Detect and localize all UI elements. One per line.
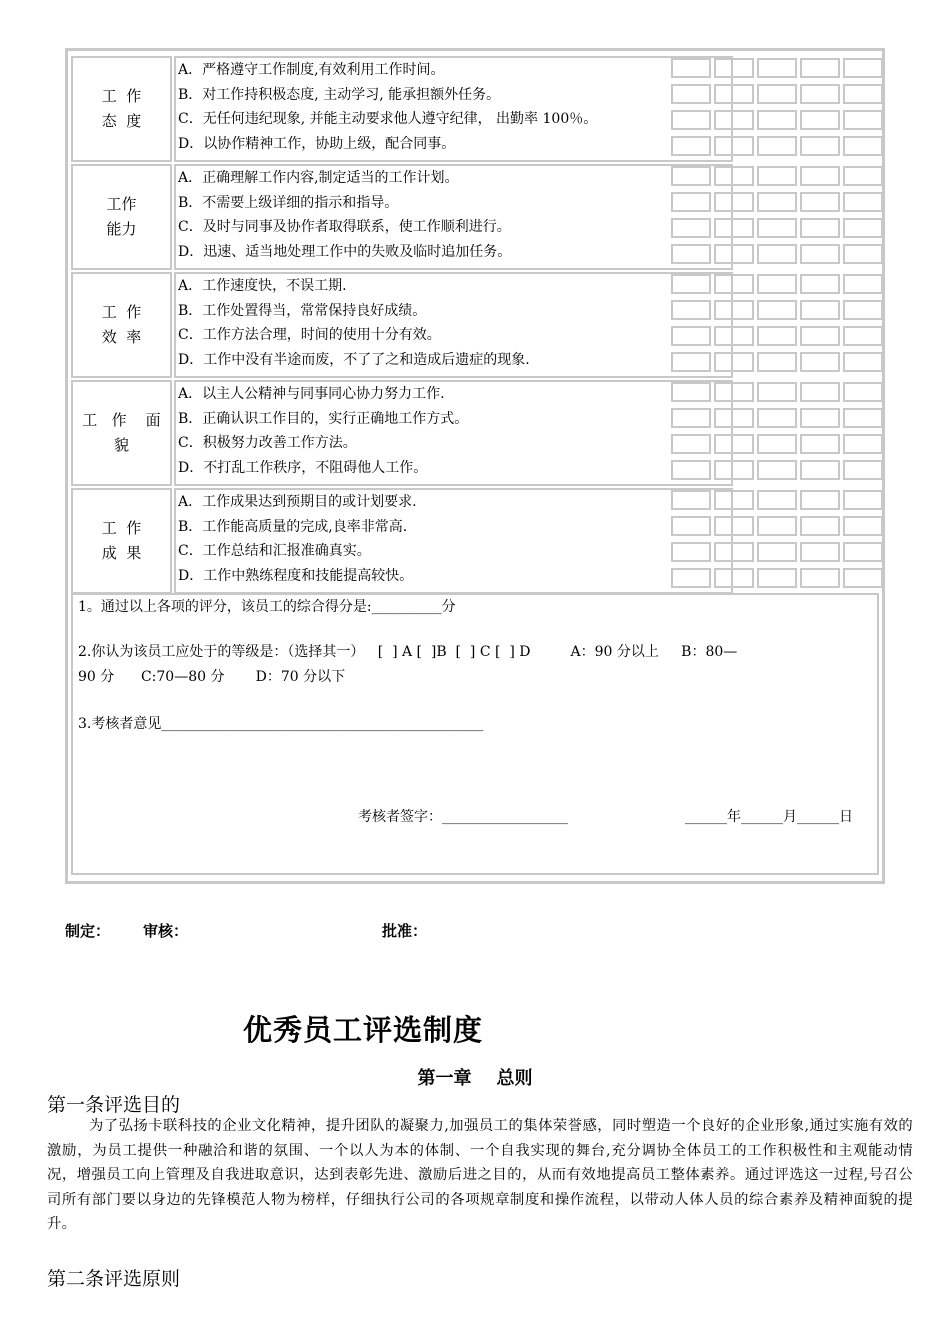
score-input-cell[interactable]: [800, 218, 840, 238]
article-2-heading: 第二条评选原则: [47, 1268, 181, 1290]
formulate-label: 制定：: [65, 922, 111, 940]
score-input-cell[interactable]: [757, 408, 797, 428]
score-input-cell[interactable]: [714, 166, 754, 186]
score-input-cell[interactable]: [671, 84, 711, 104]
score-input-cell[interactable]: [671, 218, 711, 238]
criterion-text: B．工作处置得当，常常保持良好成绩。: [178, 302, 427, 319]
score-input-cell[interactable]: [843, 434, 883, 454]
score-input-cell[interactable]: [671, 408, 711, 428]
score-input-cell[interactable]: [757, 382, 797, 402]
score-input-cell[interactable]: [800, 84, 840, 104]
score-input-cell[interactable]: [714, 274, 754, 294]
score-input-cell[interactable]: [714, 460, 754, 480]
score-input-cell[interactable]: [843, 542, 883, 562]
score-input-cell[interactable]: [843, 244, 883, 264]
criteria-cell: [174, 56, 733, 162]
score-input-cell[interactable]: [671, 516, 711, 536]
score-input-cell[interactable]: [800, 136, 840, 156]
overall-score-question: 1。通过以上各项的评分，该员工的综合得分是:__________分: [78, 599, 456, 615]
score-input-cell[interactable]: [671, 166, 711, 186]
score-input-cell[interactable]: [757, 58, 797, 78]
criterion-text: A．工作成果达到预期目的或计划要求.: [178, 494, 417, 510]
score-input-cell[interactable]: [714, 58, 754, 78]
score-input-cell[interactable]: [843, 84, 883, 104]
category-cell: [71, 272, 172, 378]
category-label-line: 工作: [106, 195, 137, 213]
category-cell: [71, 380, 172, 486]
criterion-text: D．不打乱工作秩序，不阻碍他人工作。: [178, 459, 428, 476]
criteria-cell: [174, 488, 733, 594]
category-label-line: 工 作: [101, 519, 142, 537]
score-input-cell[interactable]: [671, 460, 711, 480]
score-input-cell[interactable]: [757, 460, 797, 480]
score-input-cell[interactable]: [757, 434, 797, 454]
score-input-cell[interactable]: [714, 434, 754, 454]
grade-question[interactable]: 2.你认为该员工应处于的等级是：（选择其一） [ ] A [ ]B [ ] C [ ] D A：90 分以上 B：80—: [78, 644, 738, 660]
score-input-cell[interactable]: [757, 300, 797, 320]
date-field[interactable]: ______年______月______日: [685, 809, 853, 825]
score-input-cell[interactable]: [671, 58, 711, 78]
criterion-text: C．工作总结和汇报准确真实。: [178, 543, 371, 559]
score-input-cell[interactable]: [671, 434, 711, 454]
category-label: [73, 516, 170, 566]
score-input-cell[interactable]: [800, 326, 840, 346]
score-input-cell[interactable]: [843, 166, 883, 186]
criterion-text: A．正确理解工作内容,制定适当的工作计划。: [178, 170, 459, 186]
score-input-cell[interactable]: [843, 274, 883, 294]
score-input-cell[interactable]: [714, 542, 754, 562]
document-title: 优秀员工评选制度: [243, 1013, 484, 1047]
score-input-cell[interactable]: [843, 192, 883, 212]
score-input-cell[interactable]: [843, 300, 883, 320]
score-input-cell[interactable]: [714, 408, 754, 428]
article-1-body: 为了弘扬卡联科技的企业文化精神，提升团队的凝聚力,加强员工的集体荣誉感，同时塑造一个良好的企业形象,通过实施有效的激励，为员工提供一种融洽和谐的氛围、一个以人为本的体制、一个自我实现的舞台,充分调协全体员工的工作积极性和主观能动情况，增强员工向上管理及自我进取意识，达到表彰先进、激励后进之目的，从而有效地提高员工整体素养。通过评选这一过程,号召公司所有部门要以身边的先锋模范人物为榜样，仔细执行公司的各项规章制度和操作流程，以带动人体人员的综合素养及精神面貌的提升。: [47, 1118, 913, 1232]
chapter-title: 第一章 总则: [417, 1068, 533, 1089]
category-label: [73, 408, 170, 458]
score-input-cell[interactable]: [757, 136, 797, 156]
article-1-heading: 第一条评选目的: [47, 1094, 181, 1116]
category-label-line: 工 作 面: [82, 411, 161, 429]
category-cell: [71, 488, 172, 594]
score-input-cell[interactable]: [757, 218, 797, 238]
score-input-cell[interactable]: [671, 244, 711, 264]
score-input-cell[interactable]: [843, 136, 883, 156]
summary-cell: [71, 593, 879, 875]
reviewer-opinion-field[interactable]: 3.考核者意见______________________________________________: [78, 716, 484, 732]
score-input-cell[interactable]: [757, 568, 797, 588]
score-input-cell[interactable]: [800, 244, 840, 264]
score-input-cell[interactable]: [714, 218, 754, 238]
criterion-text: D．工作中熟练程度和技能提高较快。: [178, 567, 414, 584]
score-input-cell[interactable]: [843, 516, 883, 536]
criterion-text: A．严格遵守工作制度,有效利用工作时间。: [178, 62, 445, 78]
category-label: [73, 84, 170, 134]
score-input-cell[interactable]: [671, 352, 711, 372]
criterion-text: C．工作方法合理，时间的使用十分有效。: [178, 327, 441, 343]
score-input-cell[interactable]: [800, 542, 840, 562]
score-input-cell[interactable]: [757, 244, 797, 264]
score-input-cell[interactable]: [843, 460, 883, 480]
score-input-cell[interactable]: [843, 326, 883, 346]
category-cell: [71, 56, 172, 162]
score-input-cell[interactable]: [714, 192, 754, 212]
score-input-cell[interactable]: [757, 516, 797, 536]
reviewer-signature-field[interactable]: 考核者签字：__________________: [358, 809, 568, 825]
score-input-cell[interactable]: [714, 516, 754, 536]
criterion-text: A．工作速度快，不误工期.: [178, 278, 347, 294]
score-input-cell[interactable]: [671, 382, 711, 402]
category-label: [73, 300, 170, 350]
score-input-cell[interactable]: [800, 110, 840, 130]
category-label-line: 能力: [106, 220, 137, 238]
score-input-cell[interactable]: [800, 460, 840, 480]
score-input-cell[interactable]: [714, 84, 754, 104]
score-input-cell[interactable]: [843, 408, 883, 428]
score-input-cell[interactable]: [800, 434, 840, 454]
score-input-cell[interactable]: [714, 382, 754, 402]
score-input-cell[interactable]: [843, 382, 883, 402]
score-input-cell[interactable]: [800, 274, 840, 294]
score-input-cell[interactable]: [843, 352, 883, 372]
criterion-text: D．迅速、适当地处理工作中的失败及临时追加任务。: [178, 243, 512, 260]
score-input-cell[interactable]: [671, 542, 711, 562]
criterion-text: D．以协作精神工作，协助上级，配合同事。: [178, 135, 456, 152]
criteria-cell: [174, 272, 733, 378]
criterion-text: B．正确认识工作目的，实行正确地工作方式。: [178, 410, 469, 427]
score-input-cell[interactable]: [843, 490, 883, 510]
score-input-cell[interactable]: [714, 326, 754, 346]
score-input-cell[interactable]: [671, 274, 711, 294]
category-cell: [71, 164, 172, 270]
category-label-line: 成 果: [101, 544, 142, 562]
score-input-cell[interactable]: [843, 58, 883, 78]
criterion-text: B．不需要上级详细的指示和指导。: [178, 194, 399, 211]
score-input-cell[interactable]: [757, 326, 797, 346]
score-input-cell[interactable]: [800, 192, 840, 212]
category-label-line: 工 作: [101, 87, 142, 105]
score-input-cell[interactable]: [671, 192, 711, 212]
category-label: [73, 192, 170, 242]
score-input-cell[interactable]: [714, 300, 754, 320]
score-input-cell[interactable]: [843, 568, 883, 588]
score-input-cell[interactable]: [671, 568, 711, 588]
evaluation-table: [65, 48, 885, 884]
score-input-cell[interactable]: [757, 542, 797, 562]
score-input-cell[interactable]: [714, 136, 754, 156]
score-input-cell[interactable]: [714, 490, 754, 510]
score-input-cell[interactable]: [671, 490, 711, 510]
score-input-cell[interactable]: [800, 408, 840, 428]
score-input-cell[interactable]: [800, 166, 840, 186]
criterion-text: B．对工作持积极态度, 主动学习, 能承担额外任务。: [178, 86, 501, 103]
score-input-cell[interactable]: [671, 300, 711, 320]
score-input-cell[interactable]: [800, 382, 840, 402]
score-input-cell[interactable]: [671, 110, 711, 130]
criterion-text: C．积极努力改善工作方法。: [178, 435, 357, 451]
score-input-cell[interactable]: [714, 568, 754, 588]
category-label-line: 态 度: [101, 112, 142, 130]
score-input-cell[interactable]: [671, 326, 711, 346]
criteria-cell: [174, 164, 733, 270]
score-input-cell[interactable]: [800, 58, 840, 78]
criterion-text: A．以主人公精神与同事同心协力努力工作.: [178, 386, 445, 402]
criterion-text: B．工作能高质量的完成,良率非常高.: [178, 518, 408, 535]
score-input-cell[interactable]: [757, 110, 797, 130]
category-label-line: 效 率: [101, 328, 142, 346]
criterion-text: D．工作中没有半途而废，不了了之和造成后遗症的现象.: [178, 351, 530, 368]
score-input-cell[interactable]: [843, 110, 883, 130]
score-input-cell[interactable]: [714, 244, 754, 264]
score-input-cell[interactable]: [714, 352, 754, 372]
category-label-line: 貌: [113, 436, 129, 454]
criteria-cell: [174, 380, 733, 486]
approve-label: 批准：: [382, 922, 428, 940]
score-input-cell[interactable]: [800, 568, 840, 588]
score-input-cell[interactable]: [757, 352, 797, 372]
score-input-cell[interactable]: [757, 166, 797, 186]
score-input-cell[interactable]: [800, 300, 840, 320]
score-input-cell[interactable]: [800, 490, 840, 510]
score-input-cell[interactable]: [671, 136, 711, 156]
grade-ranges: 90 分 C:70—80 分 D：70 分以下: [78, 669, 346, 685]
score-input-cell[interactable]: [757, 84, 797, 104]
score-input-cell[interactable]: [714, 110, 754, 130]
score-input-cell[interactable]: [757, 274, 797, 294]
criterion-text: C．无任何违纪现象, 并能主动要求他人遵守纪律， 出勤率 100％。: [178, 111, 598, 127]
score-input-cell[interactable]: [757, 192, 797, 212]
criterion-text: C．及时与同事及协作者取得联系，使工作顺利进行。: [178, 219, 511, 235]
score-input-cell[interactable]: [843, 218, 883, 238]
score-input-cell[interactable]: [800, 516, 840, 536]
category-label-line: 工 作: [101, 303, 142, 321]
review-label: 审核：: [143, 922, 189, 940]
score-input-cell[interactable]: [757, 490, 797, 510]
score-input-cell[interactable]: [800, 352, 840, 372]
